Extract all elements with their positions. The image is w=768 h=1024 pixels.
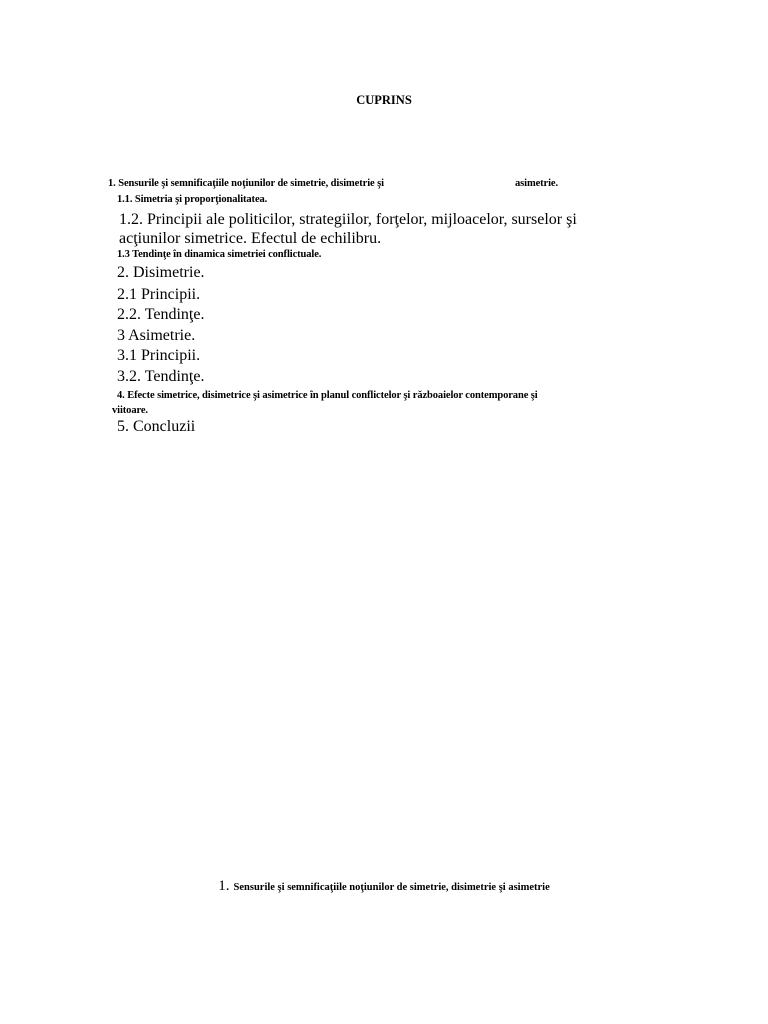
toc-item-2-2: 2.2. Tendinţe. [117,306,205,323]
toc-item-2-1: 2.1 Principii. [117,286,201,303]
toc-item-4-line1: 4. Efecte simetrice, disimetrice şi asimetrice în planul conflictelor şi războaielor contemporane şi [117,390,538,401]
toc-item-3: 3 Asimetrie. [117,327,196,344]
toc-item-1-3: 1.3 Tendinţe în dinamica simetriei conflictuale. [117,249,322,260]
section-heading-number: 1. [218,878,230,894]
toc-item-4-line2: viitoare. [112,405,148,416]
toc-item-1-1: 1.1. Simetria şi proporţionalitatea. [117,194,268,205]
section-heading-text: Sensurile şi semnificaţiile noţiunilor de simetrie, disimetrie şi asimetrie [233,882,550,893]
toc-item-1-2-line1: 1.2. Principii ale politicilor, strategiilor, forţelor, mijloacelor, surselor şi [119,211,577,228]
page-title: CUPRINS [356,93,412,107]
toc-item-1-2-line2: acţiunilor simetrice. Efectul de echilibru. [119,230,382,247]
toc-item-5: 5. Concluzii [117,418,196,435]
toc-item-2: 2. Disimetrie. [117,264,205,281]
toc-item-1: 1. Sensurile şi semnificaţiile noţiunilor de simetrie, disimetrie şi [108,178,384,189]
section-heading [0,877,768,895]
toc-item-1-end: asimetrie. [515,178,559,189]
toc-item-3-2: 3.2. Tendinţe. [117,368,205,385]
toc-item-3-1: 3.1 Principii. [117,347,201,364]
